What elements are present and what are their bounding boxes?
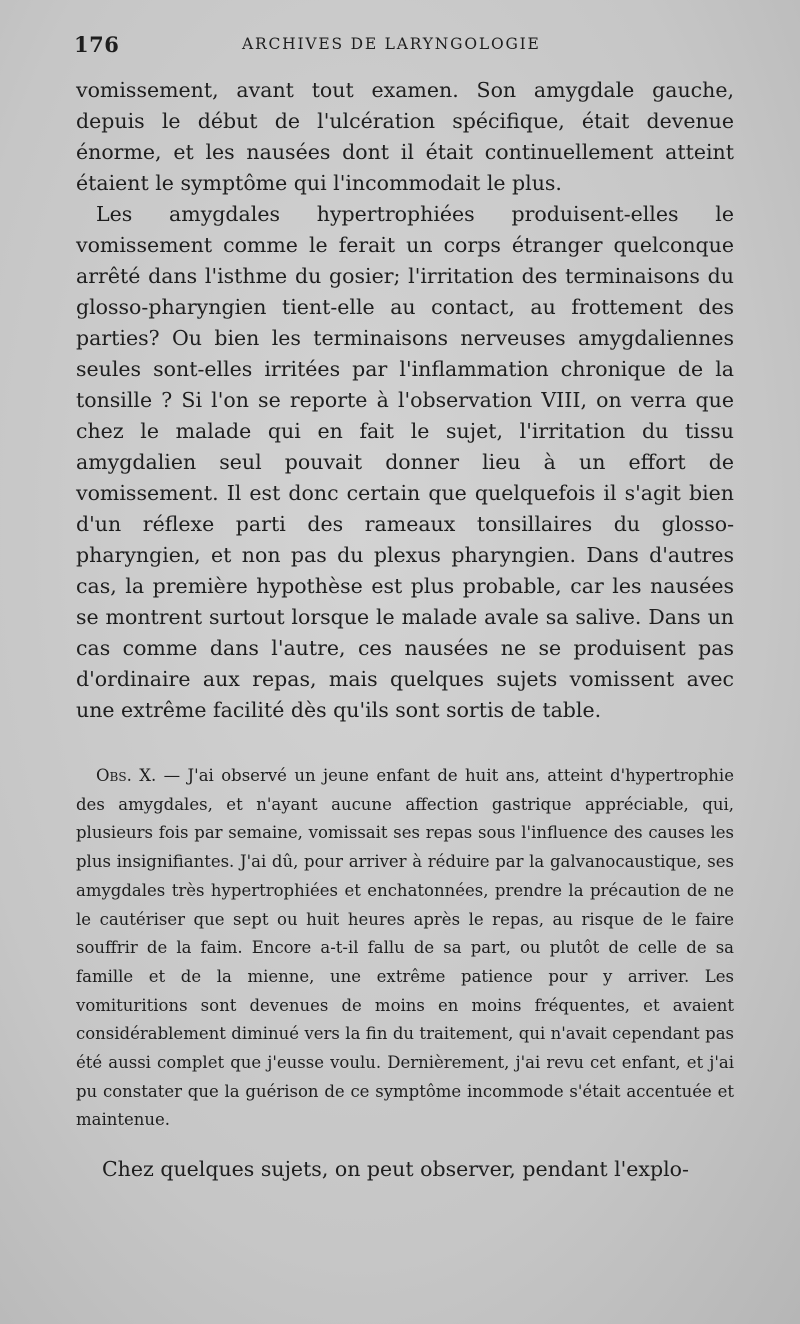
main-text <box>76 75 734 726</box>
paragraph-amygdales: Les amygdales hypertrophiées produisent-elles le vomissement comme le ferait un corps étranger quelconque arrêté dans l'isthme du gosier; l'irritation des terminaisons du glosso-pharyngien tient-elle au contact, au frottement des parties? Ou bien les terminaisons nerveuses amygdaliennes seules sont-elles irritées par l'inflammation chronique de la tonsille ? Si l'on se reporte à l'observation VIII, on verra que chez le malade qui en fait le sujet, l'irritation du tissu amygdalien seul pouvait donner lieu à un effort de vomissement. Il est donc certain que quelquefois il s'agit bien d'un réflexe parti des rameaux tonsillaires du glosso-pharyngien, et non pas du plexus pharyngien. Dans d'autres cas, la première hypothèse est plus probable, car les nausées se montrent surtout lorsque le malade avale sa salive. Dans un cas comme dans l'autre, ces nausées ne se produisent pas d'ordinaire aux repas, mais quelques sujets vomissent avec une extrême facilité dès qu'ils sont sortis de table. <box>76 202 734 722</box>
observation-block <box>76 762 734 1135</box>
paragraph-continued: vomissement, avant tout examen. Son amygdale gauche, depuis le début de l'ulcération spécifique, était devenue énorme, et les nausées dont il était continuellement atteint étaient le symptôme qui l'incommodait le plus. <box>76 78 734 195</box>
observation-text: — J'ai observé un jeune enfant de huit ans, atteint d'hypertrophie des amygdales, et n'ayant aucune affection gastrique appréciable, qui, plusieurs fois par semaine, vomissait ses repas sous l'influence des causes les plus insignifiantes. J'ai dû, pour arriver à réduire par la galvanocaustique, ses amygdales très hypertrophiées et enchatonnées, prendre la précaution de ne le cautériser que sept ou huit heures après le repas, au risque de le faire souffrir de la faim. Encore a-t-il fallu de sa part, ou plutôt de celle de sa famille et de la mienne, une extrême patience pour y arriver. Les vomituritions sont devenues de moins en moins fréquentes, et avaient considérablement diminué vers la fin du traitement, qui n'avait cependant pas été aussi complet que j'eusse voulu. Dernièrement, j'ai revu cet enfant, et j'ai pu constater que la guérison de ce symptôme incommode s'était accentuée et maintenue. <box>76 766 734 1130</box>
final-text <box>76 1154 734 1185</box>
final-paragraph: Chez quelques sujets, on peut observer, pendant l'explo- <box>102 1157 689 1181</box>
page-number: 176 <box>74 32 120 57</box>
observation-label: Obs. X. <box>96 766 157 785</box>
page-header <box>74 32 734 60</box>
observation-paragraph <box>76 762 734 1135</box>
running-title: ARCHIVES DE LARYNGOLOGIE <box>242 35 541 53</box>
